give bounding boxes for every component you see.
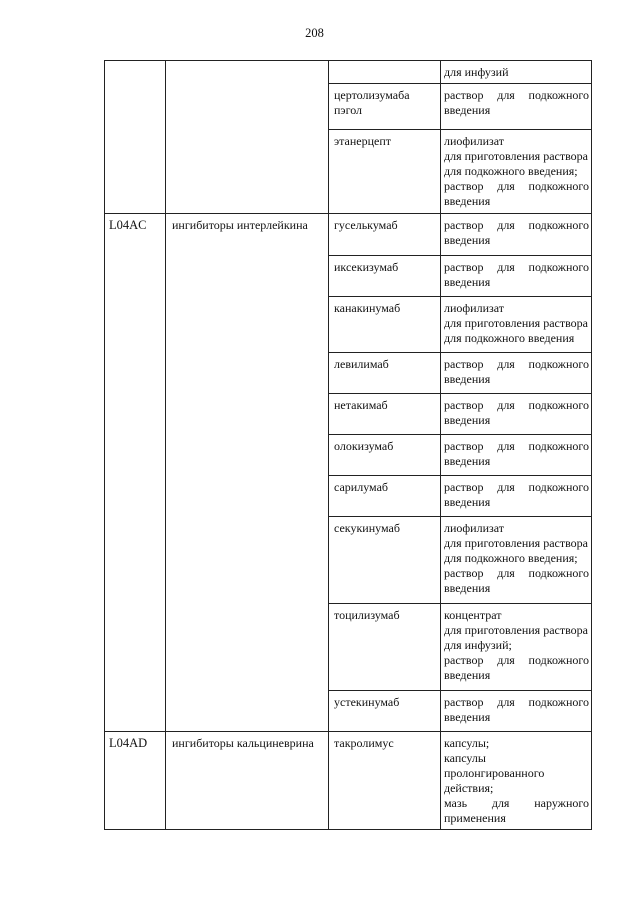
dosage-form-line: введения bbox=[444, 372, 491, 386]
dosage-form-cell bbox=[441, 353, 592, 394]
drug-name-cell: тоцилизумаб bbox=[329, 604, 441, 691]
dosage-form-line: для приготовления раствора bbox=[444, 536, 588, 550]
dosage-form-line: раствор для подкожного bbox=[444, 695, 589, 709]
dosage-form-cell bbox=[441, 394, 592, 435]
dosage-form-cell bbox=[441, 130, 592, 214]
dosage-form-cell bbox=[441, 61, 592, 84]
atc-code-cell bbox=[105, 61, 166, 214]
dosage-form-line: введения bbox=[444, 668, 491, 682]
dosage-form-line: введения bbox=[444, 581, 491, 595]
table-row bbox=[105, 61, 592, 84]
dosage-form-line: для приготовления раствора bbox=[444, 149, 588, 163]
dosage-form-line: для инфузий bbox=[444, 65, 509, 79]
pharm-group-cell: ингибиторы интерлейкина bbox=[166, 214, 329, 732]
dosage-form-line: раствор для подкожного bbox=[444, 566, 589, 580]
page-number: 208 bbox=[305, 26, 324, 40]
dosage-form-line: раствор для подкожного bbox=[444, 218, 589, 232]
table-row bbox=[105, 732, 592, 830]
dosage-form-line: раствор для подкожного bbox=[444, 398, 589, 412]
dosage-form-cell bbox=[441, 297, 592, 353]
drug-name-cell: такролимус bbox=[329, 732, 441, 830]
drug-name-cell: левилимаб bbox=[329, 353, 441, 394]
dosage-form-line: для подкожного введения; bbox=[444, 164, 578, 178]
dosage-form-cell bbox=[441, 84, 592, 130]
dosage-form-line: раствор для подкожного bbox=[444, 260, 589, 274]
dosage-form-line: для приготовления раствора bbox=[444, 316, 588, 330]
drug-table bbox=[104, 60, 592, 830]
drug-name-cell: нетакимаб bbox=[329, 394, 441, 435]
dosage-form-line: раствор для подкожного bbox=[444, 179, 589, 193]
dosage-form-line: для приготовления раствора bbox=[444, 623, 588, 637]
table-body bbox=[105, 61, 592, 830]
dosage-form-line: введения bbox=[444, 275, 491, 289]
drug-name-cell: сарилумаб bbox=[329, 476, 441, 517]
pharm-group-cell: ингибиторы кальциневрина bbox=[166, 732, 329, 830]
dosage-form-line: введения bbox=[444, 710, 491, 724]
dosage-form-line: введения bbox=[444, 495, 491, 509]
dosage-form-line: для подкожного введения; bbox=[444, 551, 578, 565]
drug-name-cell: цертолизумаба пэгол bbox=[329, 84, 441, 130]
dosage-form-cell bbox=[441, 604, 592, 691]
dosage-form-line: лиофилизат bbox=[444, 521, 505, 535]
drug-name-cell: иксекизумаб bbox=[329, 256, 441, 297]
dosage-form-line: концентрат bbox=[444, 608, 502, 622]
dosage-form-line: капсулы bbox=[444, 751, 486, 765]
dosage-form-line: введения bbox=[444, 103, 491, 117]
drug-name-cell: олокизумаб bbox=[329, 435, 441, 476]
dosage-form-cell bbox=[441, 517, 592, 604]
dosage-form-line: введения bbox=[444, 194, 491, 208]
dosage-form-line: раствор для подкожного bbox=[444, 357, 589, 371]
drug-name-cell: этанерцепт bbox=[329, 130, 441, 214]
dosage-form-line: раствор для подкожного bbox=[444, 653, 589, 667]
drug-name-cell: канакинумаб bbox=[329, 297, 441, 353]
dosage-form-cell bbox=[441, 732, 592, 830]
atc-code-cell: L04AC bbox=[105, 214, 166, 732]
dosage-form-line: мазь для наружного bbox=[444, 796, 589, 810]
dosage-form-line: раствор для подкожного bbox=[444, 439, 589, 453]
dosage-form-line: действия; bbox=[444, 781, 494, 795]
dosage-form-line: раствор для подкожного bbox=[444, 88, 589, 102]
drug-name-cell: гуселькумаб bbox=[329, 214, 441, 256]
dosage-form-cell bbox=[441, 435, 592, 476]
dosage-form-line: для инфузий; bbox=[444, 638, 512, 652]
dosage-form-line: введения bbox=[444, 454, 491, 468]
dosage-form-cell bbox=[441, 691, 592, 732]
dosage-form-line: лиофилизат bbox=[444, 301, 505, 315]
dosage-form-line: раствор для подкожного bbox=[444, 480, 589, 494]
pharm-group-cell bbox=[166, 61, 329, 214]
drug-name-cell: секукинумаб bbox=[329, 517, 441, 604]
dosage-form-cell bbox=[441, 214, 592, 256]
dosage-form-line: введения bbox=[444, 233, 491, 247]
dosage-form-line: применения bbox=[444, 811, 506, 825]
dosage-form-line: лиофилизат bbox=[444, 134, 505, 148]
dosage-form-line: капсулы; bbox=[444, 736, 490, 750]
drug-name-cell bbox=[329, 61, 441, 84]
dosage-form-line: введения bbox=[444, 413, 491, 427]
dosage-form-line: пролонгированного bbox=[444, 766, 545, 780]
dosage-form-cell bbox=[441, 256, 592, 297]
dosage-form-cell bbox=[441, 476, 592, 517]
dosage-form-line: для подкожного введения bbox=[444, 331, 575, 345]
atc-code-cell: L04AD bbox=[105, 732, 166, 830]
drug-name-cell: устекинумаб bbox=[329, 691, 441, 732]
table-row bbox=[105, 214, 592, 256]
